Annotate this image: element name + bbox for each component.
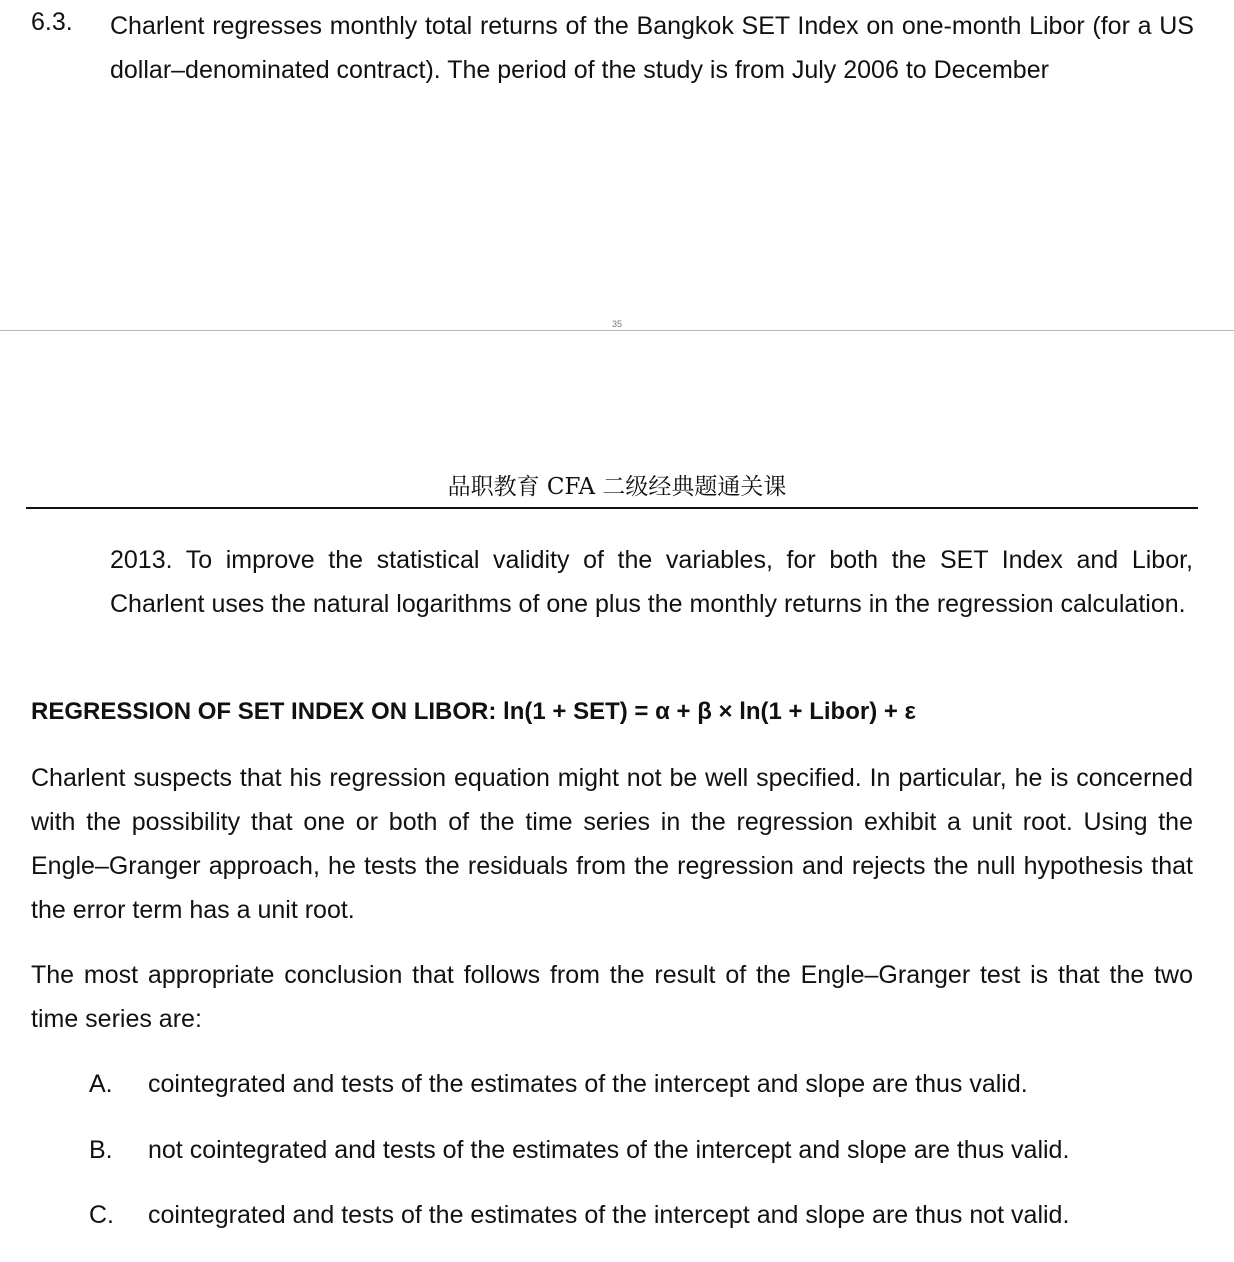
option-c-text: cointegrated and tests of the estimates of the intercept and slope are thus not valid. bbox=[148, 1201, 1070, 1229]
paragraph-question-stem: The most appropriate conclusion that follows from the result of the Engle–Granger test is that the two time series are: bbox=[31, 961, 1193, 1033]
option-c-letter: C. bbox=[89, 1201, 114, 1229]
option-b-letter: B. bbox=[89, 1136, 113, 1164]
option-b-text: not cointegrated and tests of the estimates of the intercept and slope are thus valid. bbox=[148, 1136, 1070, 1164]
option-a-letter: A. bbox=[89, 1070, 113, 1098]
question-number: 6.3. bbox=[31, 8, 73, 36]
option-a-text: cointegrated and tests of the estimates of the intercept and slope are thus valid. bbox=[148, 1070, 1028, 1098]
regression-heading: REGRESSION OF SET INDEX ON LIBOR: ln(1 + SET) = α + β × ln(1 + Libor) + ε bbox=[31, 698, 916, 725]
header-rule bbox=[26, 507, 1198, 509]
paragraph-context: Charlent suspects that his regression equation might not be well specified. In particular, he is concerned with the possibility that one or both of the time series in the regression exhibit a unit root. Using the Engle–Granger approach, he tests the residuals from the regression and rejects the null hypothesis that the error term has a unit root. bbox=[31, 764, 1193, 924]
page-header-title: 品职教育 CFA 二级经典题通关课 bbox=[447, 474, 787, 500]
page-number: 35 bbox=[611, 319, 622, 329]
question-text-continuation: 2013. To improve the statistical validity of the variables, for both the SET Index and Libor, Charlent uses the natural logarithms of one plus the monthly returns in the regression calculation. bbox=[110, 546, 1193, 618]
question-text-top: Charlent regresses monthly total returns of the Bangkok SET Index on one-month Libor (for a US dollar–denominated contract). The period of the study is from July 2006 to December bbox=[110, 12, 1194, 84]
page-separator bbox=[0, 330, 1234, 331]
